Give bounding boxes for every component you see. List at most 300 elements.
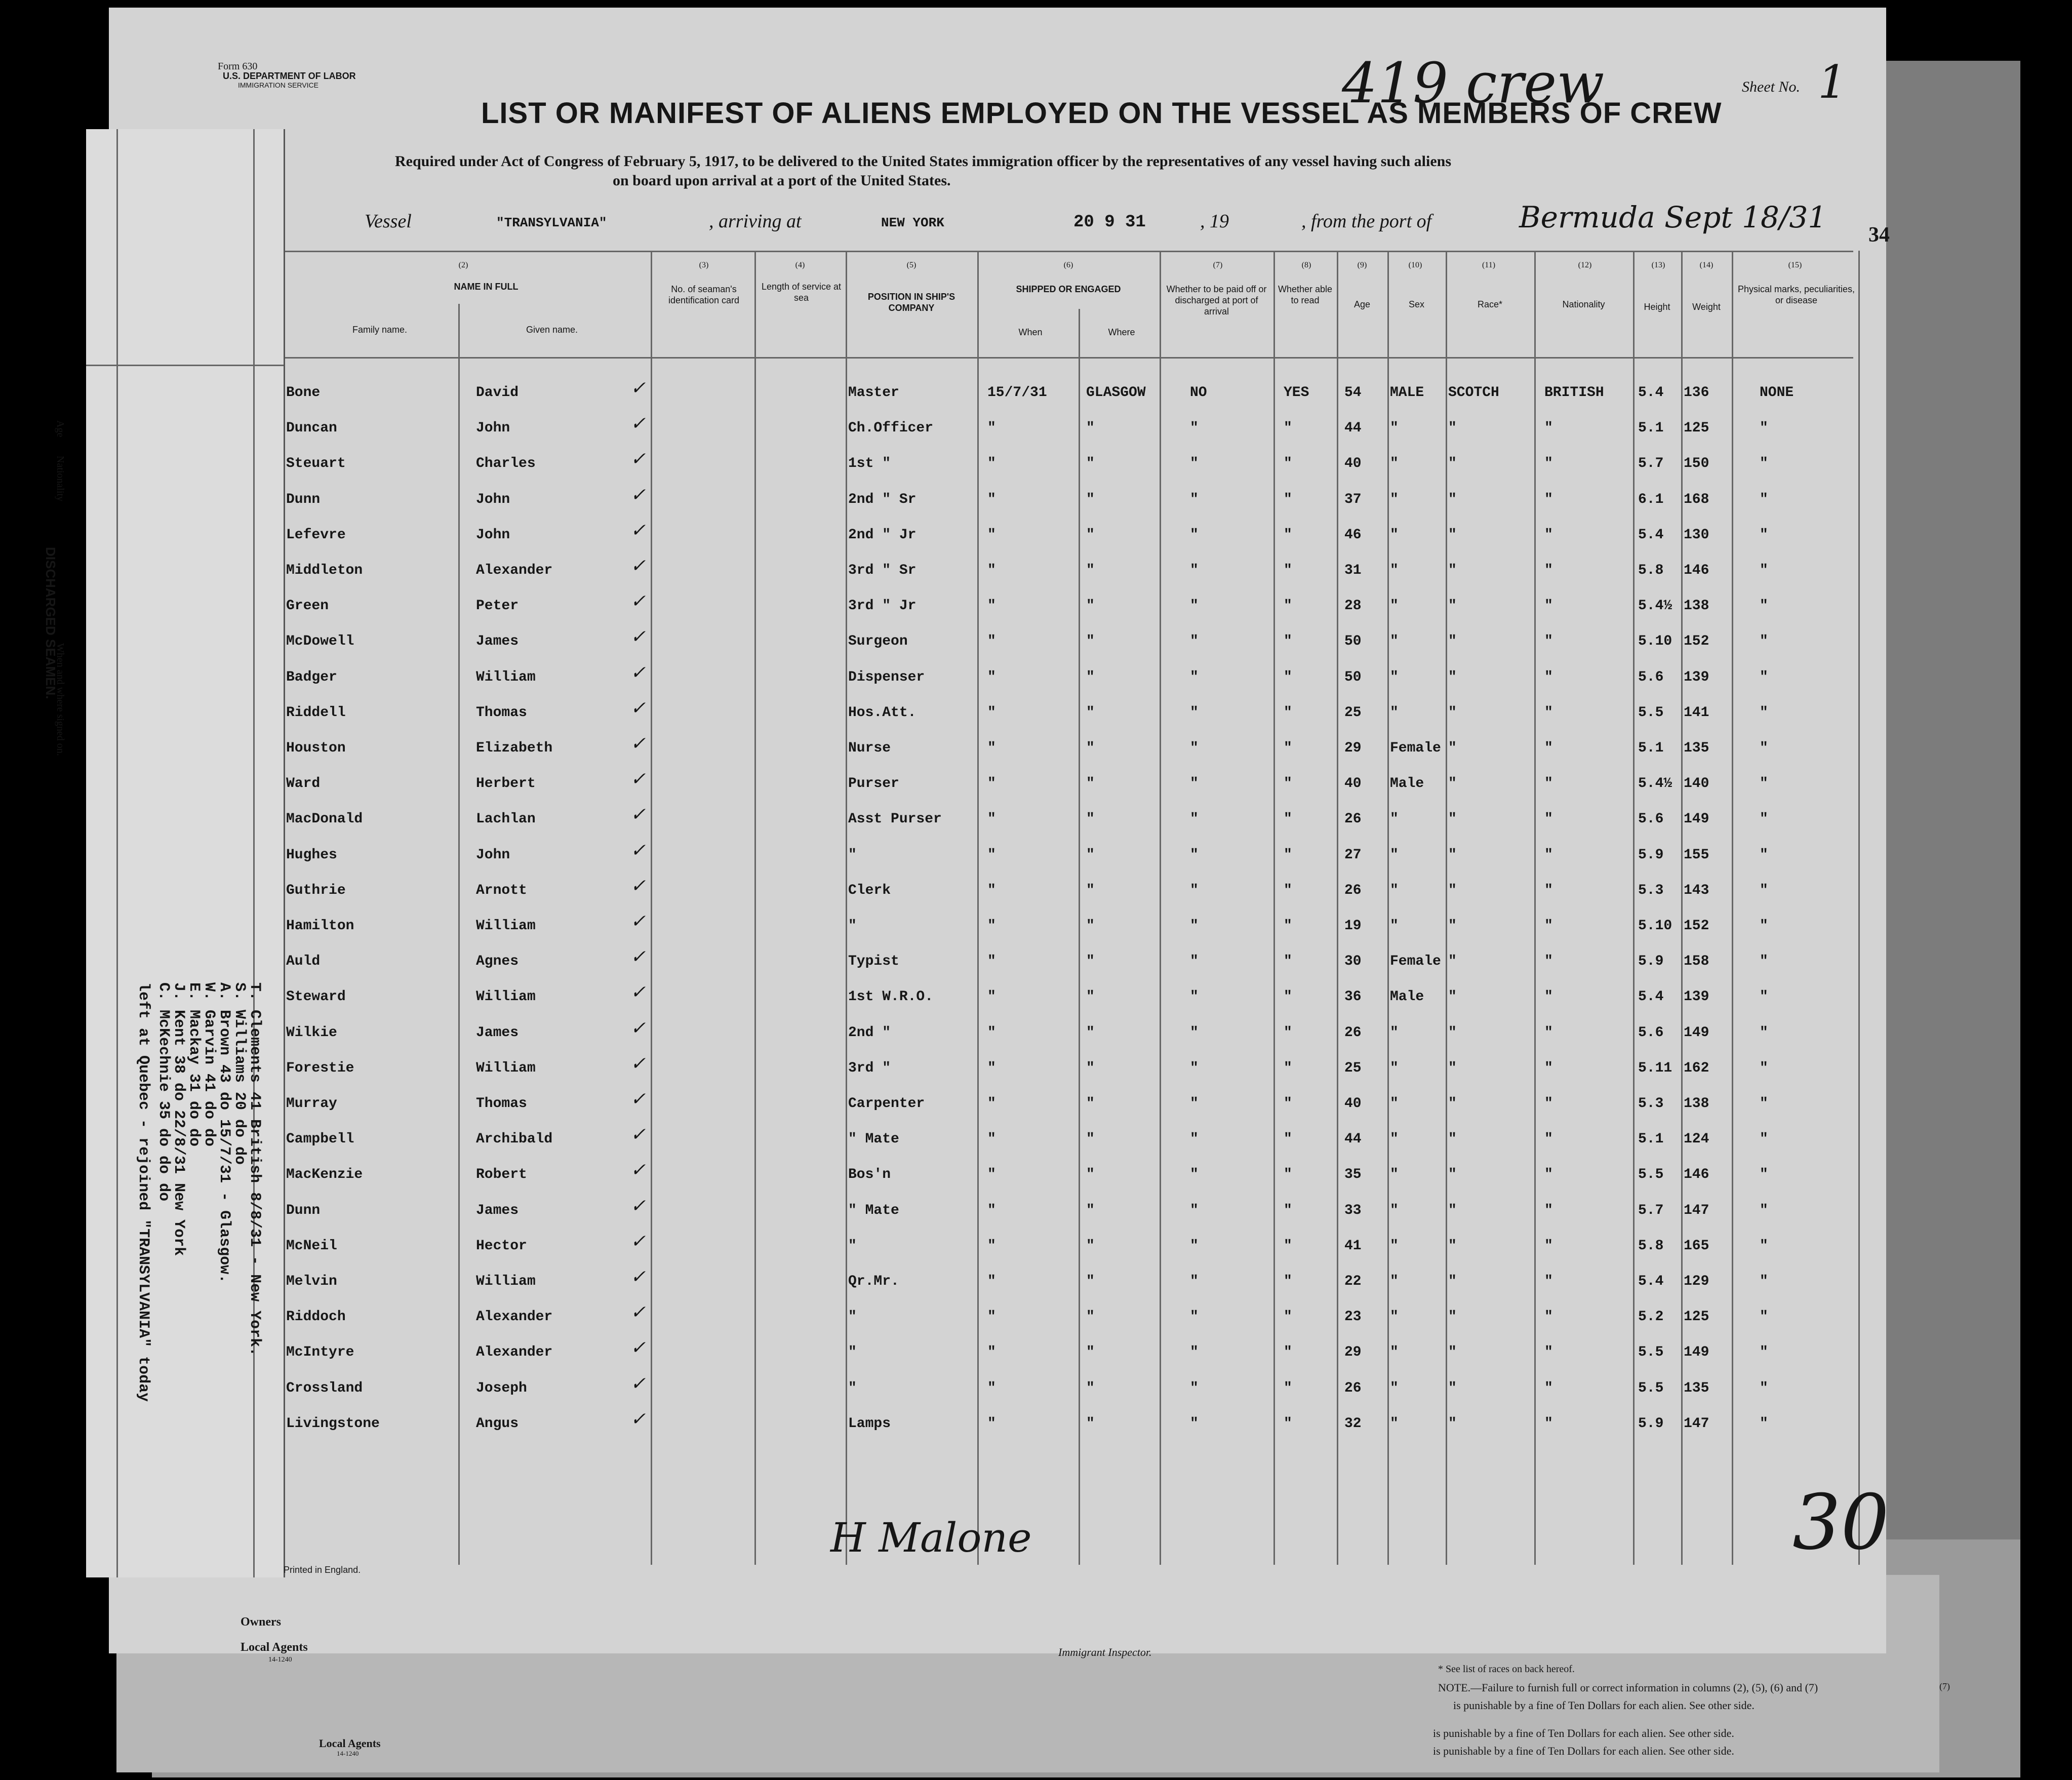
crew-family-name: MacDonald (286, 811, 363, 827)
crew-age: 26 (1344, 1024, 1362, 1041)
stub-nationality-head: Nationality (55, 456, 66, 501)
table-row (0, 1267, 2072, 1304)
crew-given-name: Joseph (476, 1380, 527, 1396)
crew-sex: " (1390, 1238, 1399, 1254)
crew-weight: 149 (1684, 1344, 1709, 1361)
crew-physical-marks: " (1760, 989, 1768, 1005)
table-row (0, 875, 2072, 913)
sheet-number: 1 (1818, 56, 1847, 109)
crew-race: " (1448, 740, 1457, 756)
crew-weight: 149 (1684, 811, 1709, 827)
crew-nationality: " (1544, 1060, 1553, 1076)
crew-position: Bos'n (848, 1167, 891, 1183)
crew-race: " (1448, 527, 1457, 543)
table-row (0, 520, 2072, 558)
stub-entry: E. Mackay 31 do do (185, 982, 203, 1147)
crew-able-to-read: " (1284, 740, 1292, 756)
crew-shipped-where: GLASGOW (1086, 385, 1146, 401)
crew-age: 37 (1344, 491, 1362, 507)
crew-age: 26 (1344, 882, 1362, 898)
col-service-length: Length of service at sea (761, 282, 842, 303)
crew-height: 5.6 (1638, 1024, 1664, 1041)
check-mark-icon: ✓ (630, 1089, 646, 1110)
stub-entry: W. Garvin 41 do do (201, 982, 218, 1147)
check-mark-icon: ✓ (630, 697, 646, 719)
col-shipped: SHIPPED OR ENGAGED (1016, 284, 1121, 294)
crew-family-name: Ward (286, 776, 321, 792)
crew-family-name: Hamilton (286, 918, 354, 934)
crew-race: " (1448, 1131, 1457, 1148)
crew-given-name: James (476, 1024, 519, 1041)
crew-shipped-where: " (1086, 1167, 1095, 1183)
crew-shipped-when: " (987, 1202, 996, 1218)
vessel-label: Vessel (365, 211, 412, 232)
check-mark-icon: ✓ (630, 1231, 646, 1252)
crew-able-to-read: " (1284, 1380, 1292, 1396)
department: U.S. DEPARTMENT OF LABOR (223, 71, 356, 81)
penalty-note-2: is punishable by a fine of Ten Dollars for each alien. See other side. (1453, 1699, 1755, 1712)
crew-given-name: Thomas (476, 704, 527, 721)
stub-entry: T. Clements 41 British 8/8/31 - New York. (246, 982, 263, 1357)
crew-shipped-where: " (1086, 1096, 1095, 1112)
crew-shipped-where: " (1086, 740, 1095, 756)
crew-given-name: Herbert (476, 776, 536, 792)
crew-family-name: Houston (286, 740, 346, 756)
printed-note: Printed in England. (284, 1565, 361, 1575)
table-row (0, 1408, 2072, 1446)
stub-title: DISCHARGED SEAMEN. (43, 547, 58, 699)
check-mark-icon: ✓ (630, 591, 646, 612)
crew-race: " (1448, 1024, 1457, 1041)
crew-weight: 139 (1684, 989, 1709, 1005)
crew-shipped-when: " (987, 882, 996, 898)
crew-family-name: McDowell (286, 634, 354, 650)
crew-age: 33 (1344, 1202, 1362, 1218)
crew-shipped-where: " (1086, 1060, 1095, 1076)
crew-race: " (1448, 918, 1457, 934)
crew-race: " (1448, 1380, 1457, 1396)
crew-weight: 125 (1684, 420, 1709, 437)
col7-mark: (7) (1939, 1681, 1950, 1691)
crew-race: " (1448, 420, 1457, 437)
crew-shipped-when: " (987, 1096, 996, 1112)
crew-paid-off: " (1190, 491, 1199, 507)
crew-physical-marks: " (1760, 1380, 1768, 1396)
crew-shipped-when: " (987, 634, 996, 650)
crew-family-name: Hughes (286, 847, 337, 863)
crew-race: " (1448, 954, 1457, 970)
vessel-name: "TRANSYLVANIA" (496, 215, 607, 230)
crew-nationality: " (1544, 491, 1553, 507)
crew-physical-marks: " (1760, 1309, 1768, 1325)
col-id-card: No. of seaman's identification card (668, 284, 740, 305)
check-mark-icon: ✓ (630, 662, 646, 683)
crew-able-to-read: YES (1284, 385, 1309, 401)
check-mark-icon: ✓ (630, 1267, 646, 1287)
crew-height: 5.11 (1638, 1060, 1672, 1076)
crew-sex: " (1390, 527, 1399, 543)
crew-physical-marks: " (1760, 1024, 1768, 1041)
service-name: IMMIGRATION SERVICE (238, 81, 318, 89)
crew-race: " (1448, 563, 1457, 578)
crew-given-name: Arnott (476, 882, 527, 898)
crew-shipped-when: " (987, 704, 996, 721)
crew-race: " (1448, 1238, 1457, 1254)
crew-position: " (848, 847, 857, 863)
crew-height: 5.5 (1638, 1380, 1664, 1396)
crew-position: " (848, 1380, 857, 1396)
crew-position: 2nd " Sr (848, 491, 917, 507)
crew-weight: 168 (1684, 491, 1709, 507)
crew-age: 40 (1344, 776, 1362, 792)
check-mark-icon: ✓ (630, 1302, 646, 1323)
crew-sex: Male (1390, 776, 1424, 792)
crew-shipped-where: " (1086, 776, 1095, 792)
col-paid-off: Whether to be paid off or discharged at port of arrival (1166, 284, 1267, 317)
crew-paid-off: " (1190, 420, 1199, 437)
crew-given-name: Angus (476, 1415, 519, 1432)
check-mark-icon: ✓ (630, 1337, 646, 1359)
crew-sex: " (1390, 1060, 1399, 1076)
crew-age: 27 (1344, 847, 1362, 863)
crew-paid-off: " (1190, 1344, 1199, 1361)
crew-position: 2nd " Jr (848, 527, 917, 543)
crew-shipped-where: " (1086, 918, 1095, 934)
check-mark-icon: ✓ (630, 1160, 646, 1181)
col-height: Height (1644, 302, 1670, 312)
check-mark-icon: ✓ (630, 413, 646, 434)
crew-race: " (1448, 1060, 1457, 1076)
crew-able-to-read: " (1284, 954, 1292, 970)
crew-nationality: " (1544, 740, 1553, 756)
crew-height: 5.3 (1638, 882, 1664, 898)
crew-race: " (1448, 669, 1457, 685)
col-number: (3) (699, 261, 709, 269)
crew-sex: " (1390, 1131, 1399, 1148)
crew-given-name: James (476, 634, 519, 650)
crew-paid-off: " (1190, 1238, 1199, 1254)
crew-shipped-when: " (987, 1274, 996, 1289)
crew-height: 5.4½ (1638, 776, 1672, 792)
crew-weight: 155 (1684, 847, 1709, 863)
col-sex: Sex (1408, 299, 1425, 309)
crew-shipped-when: " (987, 776, 996, 792)
crew-sex: " (1390, 1274, 1399, 1289)
col-number: (9) (1357, 261, 1367, 269)
col-position: POSITION IN SHIP'S COMPANY (867, 292, 955, 313)
crew-nationality: " (1544, 776, 1553, 792)
crew-age: 23 (1344, 1309, 1362, 1325)
crew-physical-marks: " (1760, 740, 1768, 756)
col-number: (8) (1301, 261, 1311, 269)
crew-position: " Mate (848, 1202, 899, 1218)
crew-weight: 124 (1684, 1131, 1709, 1148)
check-mark-icon: ✓ (630, 804, 646, 825)
crew-nationality: " (1544, 1415, 1553, 1432)
check-mark-icon: ✓ (630, 520, 646, 541)
crew-paid-off: " (1190, 882, 1199, 898)
crew-position: Lamps (848, 1415, 891, 1432)
crew-able-to-read: " (1284, 1202, 1292, 1218)
check-mark-icon: ✓ (630, 769, 646, 790)
crew-paid-off: " (1190, 1024, 1199, 1041)
col-number: (14) (1699, 261, 1714, 269)
crew-given-name: James (476, 1202, 519, 1218)
crew-able-to-read: " (1284, 456, 1292, 472)
crew-family-name: Forestie (286, 1060, 354, 1076)
crew-race: " (1448, 1415, 1457, 1432)
crew-paid-off: " (1190, 847, 1199, 863)
crew-paid-off: " (1190, 1380, 1199, 1396)
crew-able-to-read: " (1284, 1415, 1292, 1432)
crew-weight: 149 (1684, 1024, 1709, 1041)
stub-age-head: Age (55, 420, 66, 438)
stub-entry: J. Kent 38 do 22/8/31 New York (170, 982, 187, 1256)
crew-height: 5.5 (1638, 1167, 1664, 1183)
crew-shipped-where: " (1086, 847, 1095, 863)
crew-height: 5.4 (1638, 1274, 1664, 1289)
penalty-note: NOTE.—Failure to furnish full or correct information in columns (2), (5), (6) and (7) (1438, 1681, 1818, 1694)
crew-weight: 150 (1684, 456, 1709, 472)
crew-shipped-where: " (1086, 989, 1095, 1005)
crew-shipped-when: " (987, 1309, 996, 1325)
crew-nationality: " (1544, 954, 1553, 970)
crew-sex: " (1390, 918, 1399, 934)
table-row (0, 413, 2072, 451)
from-port: Bermuda Sept 18/31 (1519, 200, 1827, 234)
crew-nationality: " (1544, 704, 1553, 721)
crew-shipped-when: " (987, 847, 996, 863)
crew-shipped-when: " (987, 1238, 996, 1254)
crew-weight: 129 (1684, 1274, 1709, 1289)
crew-physical-marks: " (1760, 1167, 1768, 1183)
crew-position: Ch.Officer (848, 420, 934, 437)
crew-shipped-when: 15/7/31 (987, 385, 1047, 401)
crew-note: 419 crew (1342, 51, 1605, 115)
crew-nationality: " (1544, 918, 1553, 934)
crew-age: 35 (1344, 1167, 1362, 1183)
crew-nationality: " (1544, 669, 1553, 685)
crew-sex: " (1390, 1096, 1399, 1112)
crew-shipped-when: " (987, 1024, 996, 1041)
sheet-sequence: 34 (1868, 223, 1890, 247)
col-physical-marks: Physical marks, peculiarities, or disease (1737, 284, 1855, 305)
crew-age: 26 (1344, 1380, 1362, 1396)
crew-given-name: Robert (476, 1167, 527, 1183)
crew-family-name: Duncan (286, 420, 337, 437)
table-row (0, 1373, 2072, 1411)
crew-height: 5.10 (1638, 634, 1672, 650)
crew-shipped-where: " (1086, 1202, 1095, 1218)
crew-given-name: Alexander (476, 1309, 553, 1325)
stub-entry: C. McKechnie 35 do do do (155, 982, 172, 1202)
crew-paid-off: " (1190, 811, 1199, 827)
crew-nationality: " (1544, 598, 1553, 614)
col-number: (11) (1482, 261, 1496, 269)
crew-family-name: Dunn (286, 491, 321, 507)
crew-age: 22 (1344, 1274, 1362, 1289)
crew-weight: 146 (1684, 1167, 1709, 1183)
crew-family-name: Steward (286, 989, 346, 1005)
table-row (0, 946, 2072, 984)
crew-paid-off: " (1190, 776, 1199, 792)
crew-sex: " (1390, 491, 1399, 507)
crew-position: 3rd " (848, 1060, 891, 1076)
crew-given-name: Lachlan (476, 811, 536, 827)
crew-race: " (1448, 1309, 1457, 1325)
sheet-label: Sheet No. (1742, 78, 1800, 95)
crew-physical-marks: " (1760, 776, 1768, 792)
crew-height: 5.4½ (1638, 598, 1672, 614)
crew-weight: 130 (1684, 527, 1709, 543)
crew-height: 5.4 (1638, 989, 1664, 1005)
crew-family-name: Dunn (286, 1202, 321, 1218)
crew-able-to-read: " (1284, 1167, 1292, 1183)
crew-paid-off: " (1190, 598, 1199, 614)
table-row (0, 1089, 2072, 1126)
crew-shipped-where: " (1086, 634, 1095, 650)
crew-position: Master (848, 385, 899, 401)
crew-paid-off: NO (1190, 385, 1207, 401)
local-agents-label-underlying: Local Agents (319, 1737, 381, 1750)
crew-sex: " (1390, 882, 1399, 898)
crew-position: 3rd " Sr (848, 563, 917, 578)
crew-nationality: " (1544, 1344, 1553, 1361)
crew-shipped-when: " (987, 918, 996, 934)
check-mark-icon: ✓ (630, 1124, 646, 1145)
crew-age: 50 (1344, 634, 1362, 650)
col-family-name: Family name. (352, 325, 408, 335)
crew-family-name: McNeil (286, 1238, 337, 1254)
crew-weight: 135 (1684, 1380, 1709, 1396)
crew-paid-off: " (1190, 989, 1199, 1005)
crew-nationality: " (1544, 634, 1553, 650)
crew-height: 5.4 (1638, 385, 1664, 401)
crew-family-name: Guthrie (286, 882, 346, 898)
crew-sex: Male (1390, 989, 1424, 1005)
crew-position: Dispenser (848, 669, 925, 685)
crew-age: 25 (1344, 1060, 1362, 1076)
table-row (0, 911, 2072, 948)
crew-age: 44 (1344, 420, 1362, 437)
table-row (0, 1160, 2072, 1197)
check-mark-icon: ✓ (630, 1195, 646, 1216)
crew-shipped-when: " (987, 491, 996, 507)
crew-paid-off: " (1190, 1309, 1199, 1325)
crew-weight: 152 (1684, 918, 1709, 934)
table-row (0, 769, 2072, 806)
crew-family-name: Livingstone (286, 1415, 380, 1432)
crew-weight: 146 (1684, 563, 1709, 578)
crew-paid-off: " (1190, 1060, 1199, 1076)
crew-shipped-when: " (987, 563, 996, 578)
col-number: (12) (1578, 261, 1592, 269)
table-row (0, 556, 2072, 593)
crew-given-name: John (476, 847, 510, 863)
crew-shipped-where: " (1086, 704, 1095, 721)
crew-paid-off: " (1190, 1202, 1199, 1218)
crew-race: " (1448, 598, 1457, 614)
crew-age: 54 (1344, 385, 1362, 401)
crew-given-name: William (476, 1274, 536, 1289)
crew-able-to-read: " (1284, 1309, 1292, 1325)
crew-shipped-where: " (1086, 563, 1095, 578)
crew-age: 40 (1344, 1096, 1362, 1112)
crew-nationality: " (1544, 882, 1553, 898)
crew-race: " (1448, 456, 1457, 472)
check-mark-icon: ✓ (630, 982, 646, 1003)
crew-position: Nurse (848, 740, 891, 756)
crew-physical-marks: " (1760, 918, 1768, 934)
year-prefix: , 19 (1200, 211, 1229, 232)
table-row (0, 1337, 2072, 1375)
crew-family-name: Melvin (286, 1274, 337, 1289)
stub-divider (253, 129, 255, 1577)
crew-sex: " (1390, 1202, 1399, 1218)
crew-age: 32 (1344, 1415, 1362, 1432)
crew-sex: Female (1390, 954, 1441, 970)
crew-family-name: Green (286, 598, 329, 614)
crew-height: 5.1 (1638, 420, 1664, 437)
crew-able-to-read: " (1284, 1096, 1292, 1112)
crew-height: 5.9 (1638, 847, 1664, 863)
crew-family-name: Auld (286, 954, 321, 970)
crew-physical-marks: " (1760, 598, 1768, 614)
crew-nationality: " (1544, 847, 1553, 863)
crew-physical-marks: " (1760, 704, 1768, 721)
page-count-handwritten: 30 (1792, 1479, 1889, 1567)
crew-able-to-read: " (1284, 1024, 1292, 1041)
col-where: Where (1108, 327, 1135, 337)
crew-given-name: Elizabeth (476, 740, 553, 756)
crew-race: " (1448, 1202, 1457, 1218)
crew-able-to-read: " (1284, 989, 1292, 1005)
table-row (0, 1053, 2072, 1091)
crew-shipped-when: " (987, 456, 996, 472)
crew-physical-marks: " (1760, 456, 1768, 472)
crew-age: 29 (1344, 740, 1362, 756)
crew-sex: " (1390, 1344, 1399, 1361)
crew-sex: MALE (1390, 385, 1424, 401)
crew-race: " (1448, 1167, 1457, 1183)
crew-shipped-when: " (987, 1415, 996, 1432)
crew-physical-marks: " (1760, 669, 1768, 685)
crew-family-name: Riddell (286, 704, 346, 721)
table-row (0, 484, 2072, 522)
check-mark-icon: ✓ (630, 946, 646, 968)
crew-nationality: " (1544, 989, 1553, 1005)
owners-label: Owners (241, 1615, 281, 1629)
check-mark-icon: ✓ (630, 378, 646, 399)
crew-shipped-where: " (1086, 598, 1095, 614)
crew-race: " (1448, 1344, 1457, 1361)
crew-shipped-when: " (987, 989, 996, 1005)
crew-able-to-read: " (1284, 776, 1292, 792)
discharged-seamen-stub (86, 129, 285, 1577)
crew-age: 50 (1344, 669, 1362, 685)
table-row (0, 626, 2072, 664)
crew-given-name: Alexander (476, 563, 553, 578)
crew-shipped-where: " (1086, 669, 1095, 685)
table-row (0, 982, 2072, 1019)
crew-given-name: David (476, 385, 519, 401)
crew-able-to-read: " (1284, 563, 1292, 578)
crew-age: 40 (1344, 456, 1362, 472)
arriving-label: , arriving at (709, 211, 802, 232)
check-mark-icon: ✓ (630, 875, 646, 896)
crew-nationality: " (1544, 563, 1553, 578)
crew-shipped-when: " (987, 811, 996, 827)
